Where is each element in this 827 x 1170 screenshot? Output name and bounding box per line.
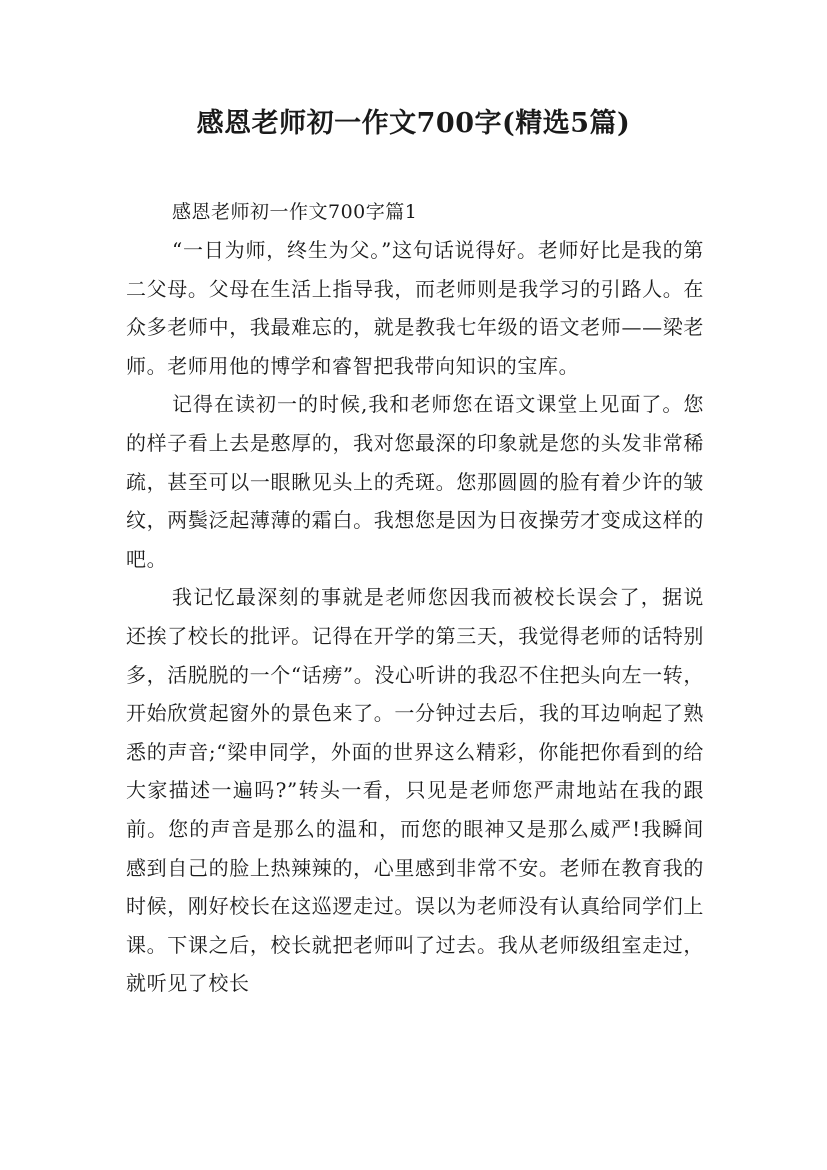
- paragraph-3: 我记忆最深刻的事就是老师您因我而被校长误会了，据说还挨了校长的批评。记得在开学的第三天，我觉得老师的话特别多，活脱脱的一个“话痨”。没心听讲的我忍不住把头向左一转，开始欣赏起窗外的景色来了。一分钟过去后，我的耳边响起了熟悉的声音;“梁申同学，外面的世界这么精彩，你能把你看到的给大家描述一遍吗?”转头一看，只见是老师您严肃地站在我的跟前。您的声音是那么的温和，而您的眼神又是那么威严!我瞬间感到自己的脸上热辣辣的，心里感到非常不安。老师在教育我的时候，刚好校长在这巡逻走过。误以为老师没有认真给同学们上课。下课之后，校长就把老师叫了过去。我从老师级组室走过，就听见了校长: [126, 585, 704, 996]
- section-heading: 感恩老师初一作文700字篇1: [172, 201, 418, 223]
- paragraph-1: “一日为师，终生为父。”这句话说得好。老师好比是我的第二父母。父母在生活上指导我，而老师则是我学习的引路人。在众多老师中，我最难忘的，就是教我七年级的语文老师——梁老师。老师用他的博学和睿智把我带向知识的宝库。: [126, 238, 704, 378]
- document-body: [126, 193, 704, 1003]
- paragraph-2: 记得在读初一的时候,我和老师您在语文课堂上见面了。您的样子看上去是憨厚的，我对您最深的印象就是您的头发非常稀疏，甚至可以一眼瞅见头上的秃斑。您那圆圆的脸有着少许的皱纹，两鬓泛起薄薄的霜白。我想您是因为日夜操劳才变成这样的吧。: [126, 392, 704, 571]
- document-title: 感恩老师初一作文700字(精选5篇): [196, 108, 631, 139]
